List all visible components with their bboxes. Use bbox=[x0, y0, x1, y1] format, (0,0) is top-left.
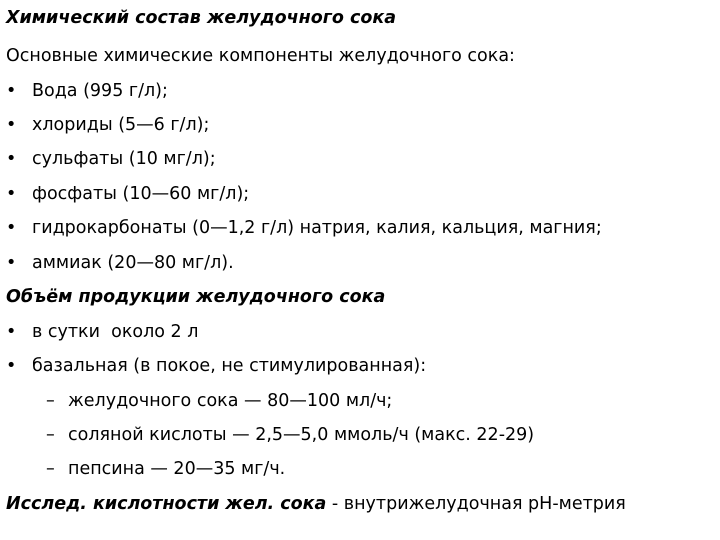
component-text: Вода (995 г/л); bbox=[32, 81, 168, 101]
intro-text: Основные химические компоненты желудочного сока: bbox=[6, 46, 515, 66]
volume-text: базальная (в покое, не стимулированная): bbox=[32, 356, 427, 376]
bullet-icon: • bbox=[6, 81, 17, 101]
basal-item bbox=[46, 457, 285, 481]
volume-heading: Объём продукции желудочного сока bbox=[6, 287, 386, 307]
footer-label: Исслед. кислотности жел. сока bbox=[6, 494, 327, 514]
component-item bbox=[6, 182, 249, 206]
dash-icon: – bbox=[46, 425, 55, 445]
component-text: аммиак (20—80 мг/л). bbox=[32, 253, 234, 273]
basal-text: желудочного сока — 80—100 мл/ч; bbox=[68, 391, 393, 411]
basal-text: соляной кислоты — 2,5—5,0 ммоль/ч (макс. 22-29) bbox=[68, 425, 535, 445]
component-text: сульфаты (10 мг/л); bbox=[32, 149, 216, 169]
dash-icon: – bbox=[46, 391, 55, 411]
basal-text: пепсина — 20—35 мг/ч. bbox=[68, 459, 286, 479]
footer-line bbox=[6, 492, 626, 516]
bullet-icon: • bbox=[6, 149, 17, 169]
bullet-icon: • bbox=[6, 253, 17, 273]
component-text: гидрокарбонаты (0—1,2 г/л) натрия, калия, кальция, магния; bbox=[32, 218, 602, 238]
volume-item bbox=[6, 320, 198, 344]
component-text: фосфаты (10—60 мг/л); bbox=[32, 184, 250, 204]
component-item bbox=[6, 79, 168, 103]
bullet-icon: • bbox=[6, 322, 17, 342]
volume-text: в сутки около 2 л bbox=[32, 322, 199, 342]
dash-icon: – bbox=[46, 459, 55, 479]
basal-item bbox=[46, 423, 534, 447]
bullet-icon: • bbox=[6, 184, 17, 204]
component-text: хлориды (5—6 г/л); bbox=[32, 115, 210, 135]
footer-text: - внутрижелудочная pH-метрия bbox=[326, 494, 626, 514]
bullet-icon: • bbox=[6, 115, 17, 135]
basal-item bbox=[46, 389, 392, 413]
component-item bbox=[6, 251, 234, 275]
bullet-icon: • bbox=[6, 356, 17, 376]
component-item bbox=[6, 147, 216, 171]
component-item bbox=[6, 216, 602, 240]
volume-item bbox=[6, 354, 426, 378]
slide-title: Химический состав желудочного сока bbox=[6, 8, 397, 28]
component-item bbox=[6, 113, 209, 137]
bullet-icon: • bbox=[6, 218, 17, 238]
